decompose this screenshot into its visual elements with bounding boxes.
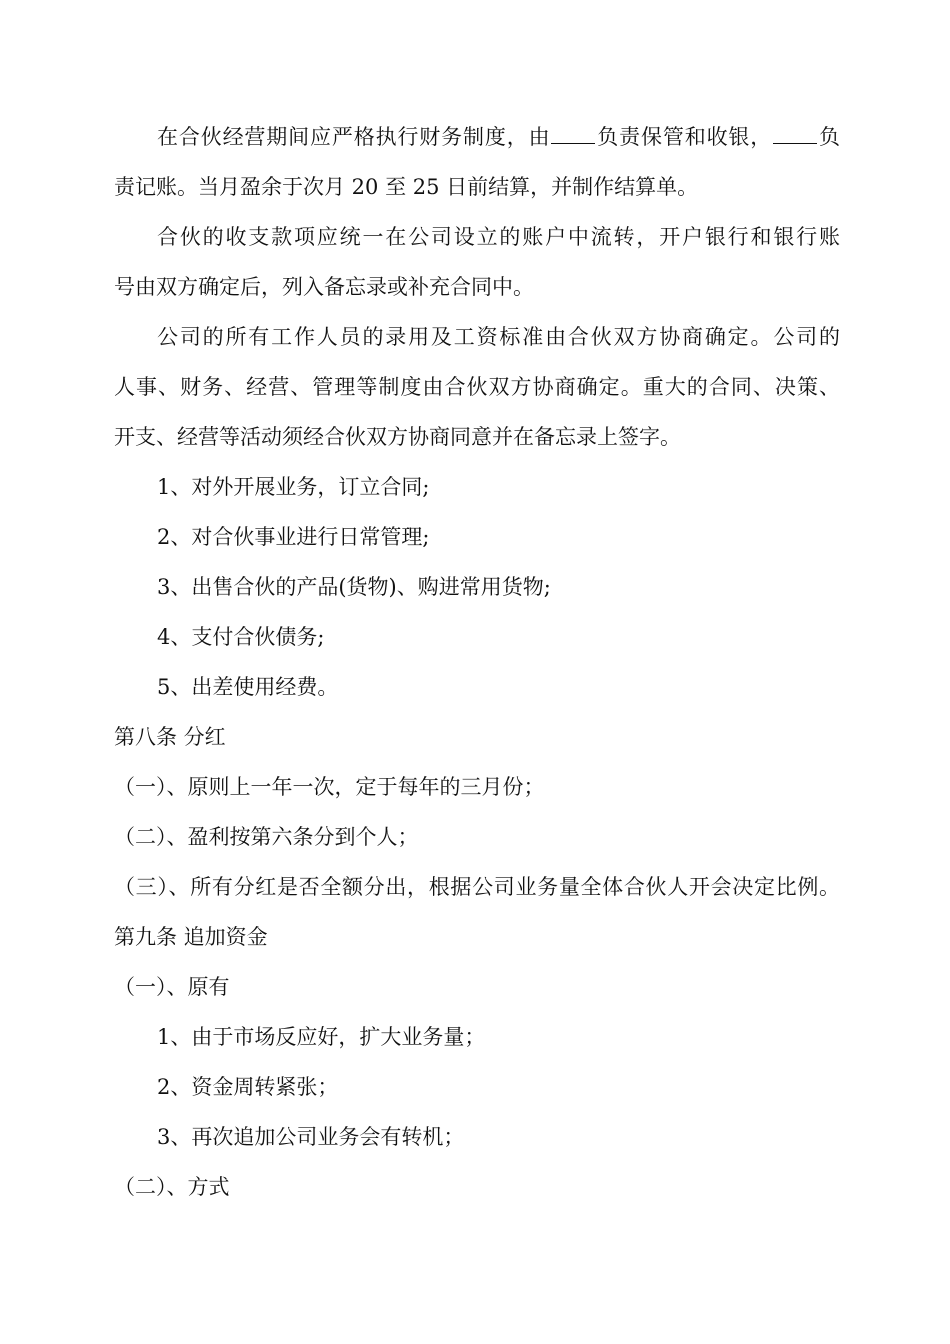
list-item: 3、再次追加公司业务会有转机； [157, 1125, 465, 1149]
article-8-item: （二）、盈利按第六条分到个人； [114, 825, 419, 849]
list-item: 4、支付合伙债务; [157, 625, 325, 649]
paragraph-finance-line-2: 责记账。当月盈余于次月 20 至 25 日前结算，并制作结算单。 [114, 175, 699, 199]
article-9-subsection-2: （二）、方式 [114, 1175, 230, 1199]
paragraph-staff-line-2: 人事、财务、经营、管理等制度由合伙双方协商确定。重大的合同、决策、 [114, 375, 840, 399]
article-8-item: （一）、原则上一年一次，定于每年的三月份； [114, 775, 545, 799]
blank-field-cashier [551, 123, 595, 144]
paragraph-account-line-1: 合伙的收支款项应统一在公司设立的账户中流转，开户银行和银行账 [157, 225, 840, 249]
list-item: 1、由于市场反应好，扩大业务量； [157, 1025, 486, 1049]
paragraph-account-line-2: 号由双方确定后，列入备忘录或补充合同中。 [114, 275, 534, 299]
list-item: 5、出差使用经费。 [157, 675, 339, 699]
finance-text-c: 负 [818, 125, 840, 149]
article-9-heading: 第九条 追加资金 [114, 925, 268, 949]
paragraph-finance-line-1 [114, 122, 840, 152]
paragraph-staff-line-1: 公司的所有工作人员的录用及工资标准由合伙双方协商确定。公司的 [157, 325, 840, 349]
list-item: 2、资金周转紧张； [157, 1075, 339, 1099]
list-item: 2、对合伙事业进行日常管理; [157, 525, 430, 549]
article-8-heading: 第八条 分红 [114, 725, 226, 749]
paragraph-staff-line-3: 开支、经营等活动须经合伙双方协商同意并在备忘录上签字。 [114, 425, 681, 449]
list-item: 3、出售合伙的产品(货物)、购进常用货物; [157, 575, 551, 599]
finance-text-b: 负责保管和收银， [596, 125, 773, 149]
finance-text-a: 在合伙经营期间应严格执行财务制度，由 [157, 125, 551, 149]
list-item: 1、对外开展业务，订立合同; [157, 475, 430, 499]
article-8-item: （三）、所有分红是否全额分出，根据公司业务量全体合伙人开会决定比例。 [114, 875, 840, 899]
article-9-subsection-1: （一）、原有 [114, 975, 230, 999]
blank-field-bookkeeper [773, 123, 817, 144]
